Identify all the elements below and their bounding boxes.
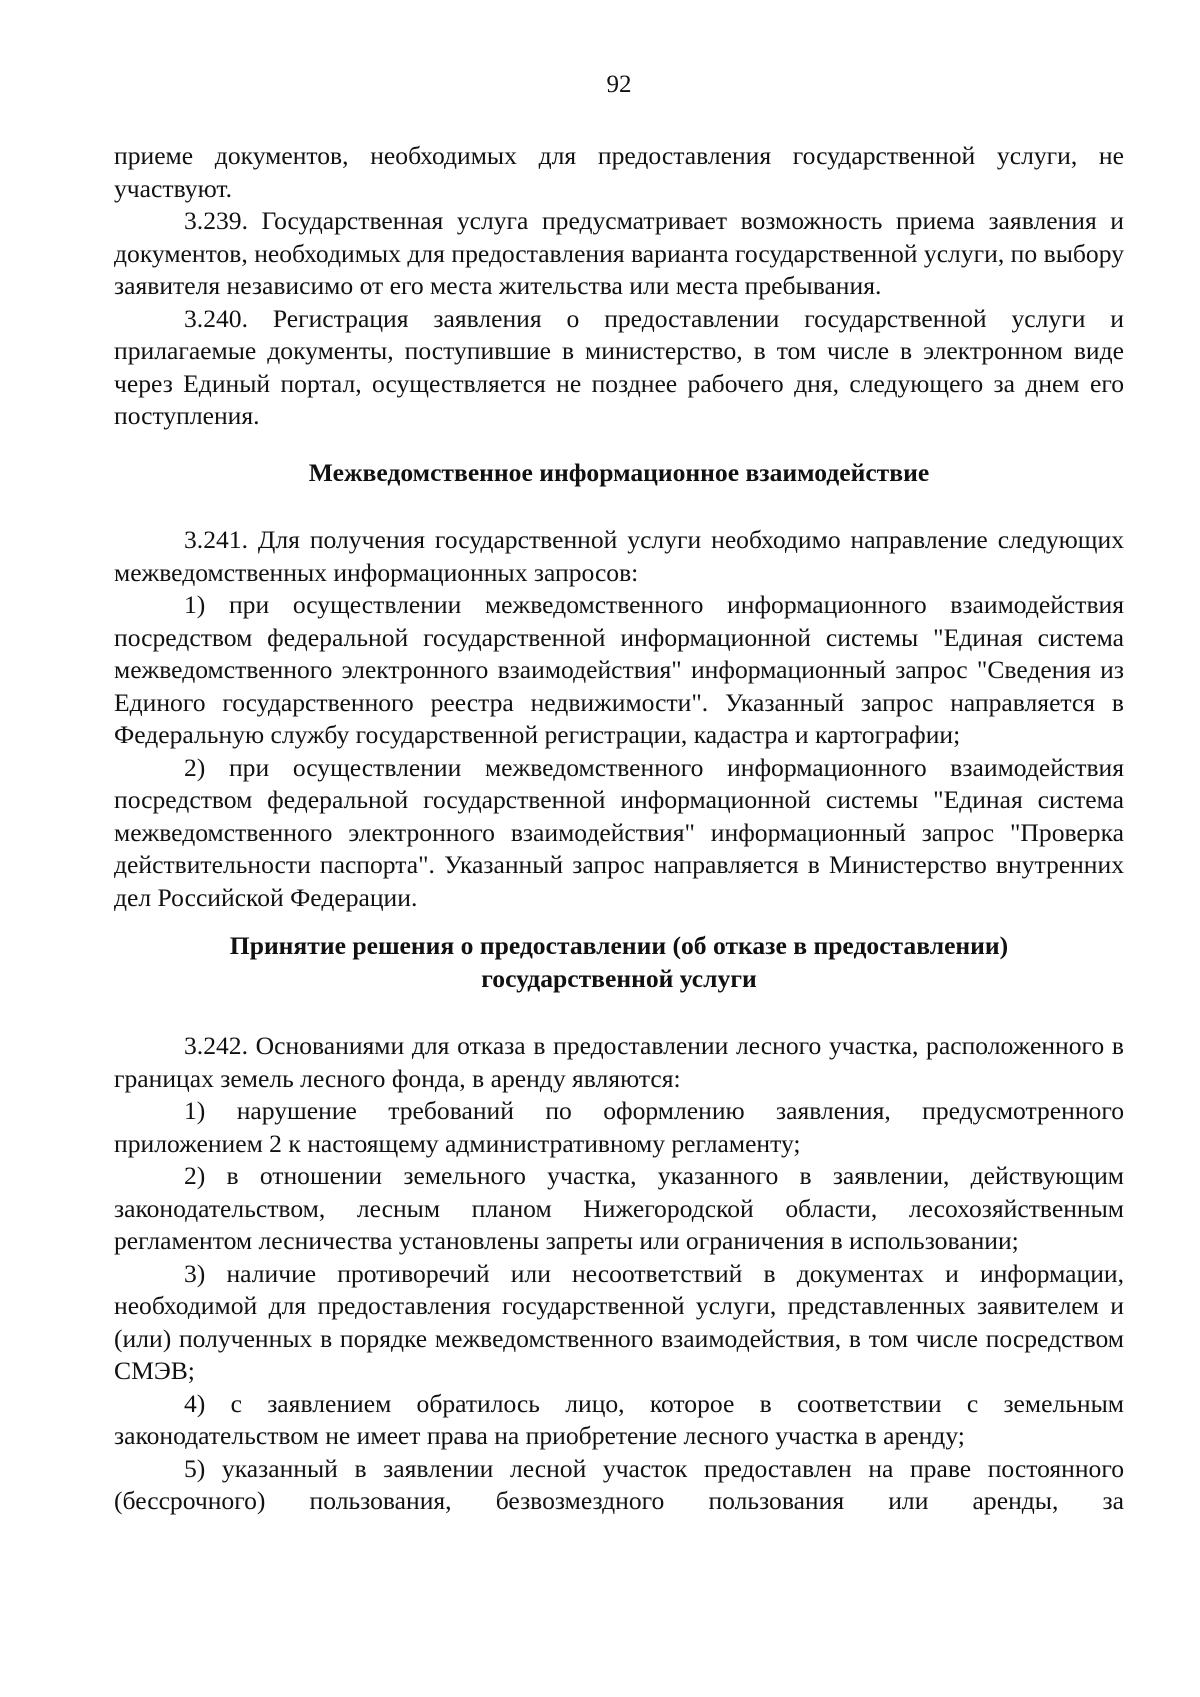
document-page <box>114 70 1124 1518</box>
page-number: 92 <box>606 71 632 98</box>
list-item-3-241-1: 1) при осуществлении межведомственного информационного взаимодействия посредством федеральной государственной информационной системы "Единая система межведомственного электронного взаимодействия" информационный запрос "Сведения из Единого государственного реестра недвижимости". Указанный запрос направляется в Федеральную службу государственной регистрации, кадастра и картографии; <box>114 590 1124 749</box>
paragraph-continuation: приеме документов, необходимых для предоставления государственной услуги, не участвуют. <box>114 141 1124 203</box>
paragraph-3-239: 3.239. Государственная услуга предусматривает возможность приема заявления и документов, необходимых для предоставления варианта государственной услуги, по выбору заявителя независимо от его места жительства или места пребывания. <box>114 206 1124 300</box>
section-heading-decision <box>114 930 1124 995</box>
list-item-3-241-2: 2) при осуществлении межведомственного информационного взаимодействия посредством федеральной государственной информационной системы "Единая система межведомственного электронного взаимодействия" информационный запрос "Проверка действительности паспорта". Указанный запрос направляется в Министерство внутренних дел Российской Федерации. <box>114 752 1124 912</box>
list-item-3-242-2: 2) в отношении земельного участка, указанного в заявлении, действующим законодательством, лесным планом Нижегородской области, лесохозяйственным регламентом лесничества установлены запреты или ограничения в использовании; <box>114 1161 1124 1255</box>
section-heading-decision-line-2: государственной услуги <box>481 963 757 993</box>
section-heading-decision-line-1: Принятие решения о предоставлении (об отказе в предоставлении) <box>229 931 1009 960</box>
list-item-3-242-5: 5) указанный в заявлении лесной участок предоставлен на праве постоянного (бессрочного) пользования, безвозмездного пользования или аренды, за <box>114 1453 1124 1515</box>
list-item-3-242-4: 4) с заявлением обратилось лицо, которое в соответствии с земельным законодательством не имеет права на приобретение лесного участка в аренду; <box>114 1388 1124 1450</box>
section-heading-interagency: Межведомственное информационное взаимодействие <box>308 457 930 487</box>
paragraph-3-241: 3.241. Для получения государственной услуги необходимо направление следующих межведомственных информационных запросов: <box>114 525 1124 587</box>
list-item-3-242-1: 1) нарушение требований по оформлению заявления, предусмотренного приложением 2 к настоящему административному регламенту; <box>114 1096 1124 1158</box>
paragraph-3-242: 3.242. Основаниями для отказа в предоставлении лесного участка, расположенного в границах земель лесного фонда, в аренду являются: <box>114 1031 1124 1093</box>
list-item-3-242-3: 3) наличие противоречий или несоответствий в документах и информации, необходимой для предоставления государственной услуги, представленных заявителем и (или) полученных в порядке межведомственного взаимодействия, в том числе посредством СМЭВ; <box>114 1258 1124 1385</box>
paragraph-3-240: 3.240. Регистрация заявления о предоставлении государственной услуги и прилагаемые документы, поступившие в министерство, в том числе в электронном виде через Единый портал, осуществляется не позднее рабочего дня, следующего за днем его поступления. <box>114 303 1124 430</box>
